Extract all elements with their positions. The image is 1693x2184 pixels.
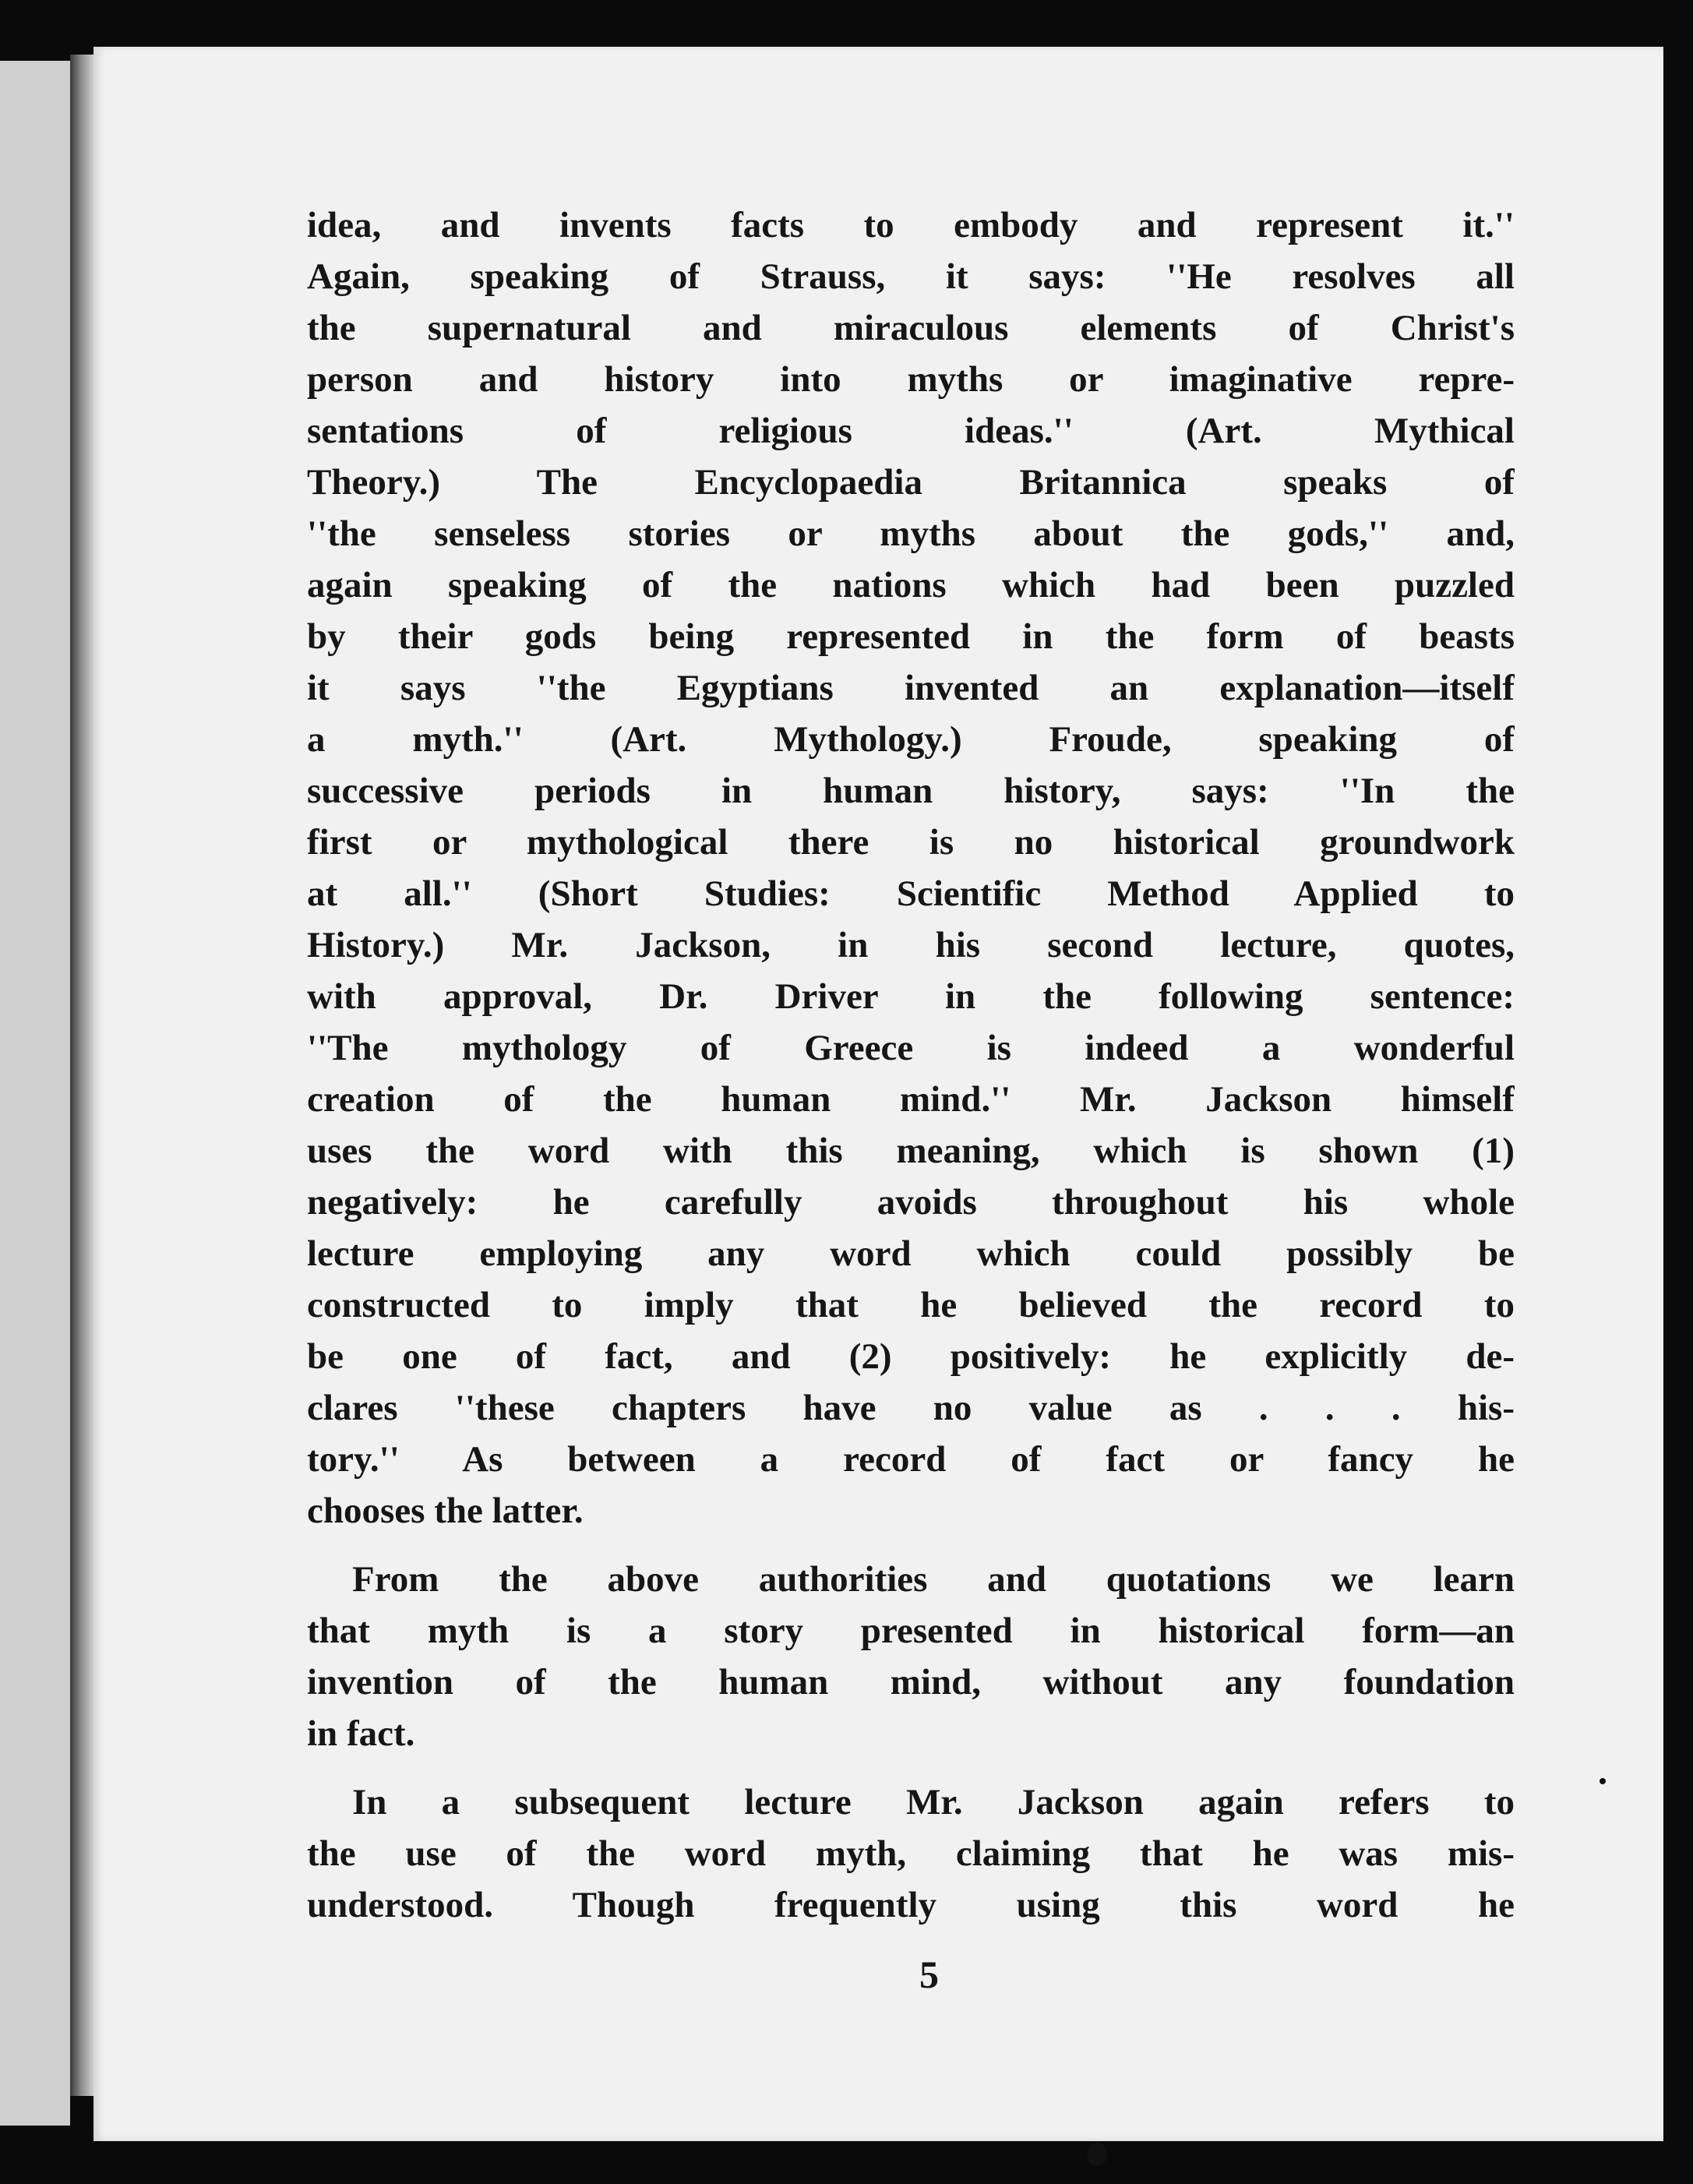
text-line: first or mythological there is no historical groundwork bbox=[307, 822, 1515, 863]
text-line: uses the word with this meaning, which is shown (1) bbox=[307, 1131, 1515, 1171]
text-line: the use of the word myth, claiming that he was mis- bbox=[307, 1833, 1515, 1874]
text-line: be one of fact, and (2) positively: he explicitly de- bbox=[307, 1336, 1515, 1377]
page-number: 5 bbox=[919, 1953, 939, 1996]
text-line: sentations of religious ideas.'' (Art. Mythical bbox=[307, 411, 1515, 451]
text-line: In a subsequent lecture Mr. Jackson again refers to bbox=[352, 1782, 1515, 1822]
paragraph-3 bbox=[307, 1776, 1515, 1931]
text-line: successive periods in human history, says: ''In the bbox=[307, 771, 1515, 811]
text-line: ''the senseless stories or myths about the gods,'' and, bbox=[307, 513, 1515, 554]
text-line: a myth.'' (Art. Mythology.) Froude, speaking of bbox=[307, 719, 1515, 760]
text-line: it says ''the Egyptians invented an explanation—itself bbox=[307, 668, 1515, 708]
scan-speck bbox=[1087, 2143, 1107, 2166]
text-line: ''The mythology of Greece is indeed a wonderful bbox=[307, 1028, 1515, 1068]
facing-page-edge bbox=[0, 61, 70, 2126]
text-line: constructed to imply that he believed the record to bbox=[307, 1285, 1515, 1325]
text-line: tory.'' As between a record of fact or fancy he bbox=[307, 1439, 1515, 1480]
text-line: that myth is a story presented in historical form—an bbox=[307, 1611, 1515, 1651]
text-line: lecture employing any word which could possibly be bbox=[307, 1233, 1515, 1274]
paragraph-2 bbox=[307, 1554, 1515, 1759]
text-line: again speaking of the nations which had been puzzled bbox=[307, 565, 1515, 605]
text-line: the supernatural and miraculous elements of Christ's bbox=[307, 308, 1515, 348]
text-line: person and history into myths or imaginative repre- bbox=[307, 359, 1515, 400]
text-line: creation of the human mind.'' Mr. Jackson himself bbox=[307, 1079, 1515, 1120]
text-line: clares ''these chapters have no value as . . . his- bbox=[307, 1388, 1515, 1428]
text-line: by their gods being represented in the form of beasts bbox=[307, 616, 1515, 657]
text-line: idea, and invents facts to embody and represent it.'' bbox=[307, 205, 1515, 245]
text-line: History.) Mr. Jackson, in his second lecture, quotes, bbox=[307, 925, 1515, 965]
text-line: in fact. bbox=[307, 1713, 415, 1754]
paragraph-1 bbox=[307, 199, 1515, 1537]
text-line: at all.'' (Short Studies: Scientific Method Applied to bbox=[307, 873, 1515, 914]
text-line: Theory.) The Encyclopaedia Britannica speaks of bbox=[307, 462, 1515, 503]
text-line: chooses the latter. bbox=[307, 1491, 584, 1531]
text-line: Again, speaking of Strauss, it says: ''He resolves all bbox=[307, 256, 1515, 297]
text-line: invention of the human mind, without any foundation bbox=[307, 1662, 1515, 1702]
text-line: understood. Though frequently using this word he bbox=[307, 1885, 1515, 1925]
scan-speck bbox=[1600, 1778, 1606, 1784]
page-body-text bbox=[307, 199, 1515, 1931]
book-gutter bbox=[70, 55, 95, 2096]
text-line: From the above authorities and quotations we learn bbox=[352, 1559, 1515, 1600]
text-line: negatively: he carefully avoids throughout his whole bbox=[307, 1182, 1515, 1223]
text-line: with approval, Dr. Driver in the following sentence: bbox=[307, 976, 1515, 1017]
